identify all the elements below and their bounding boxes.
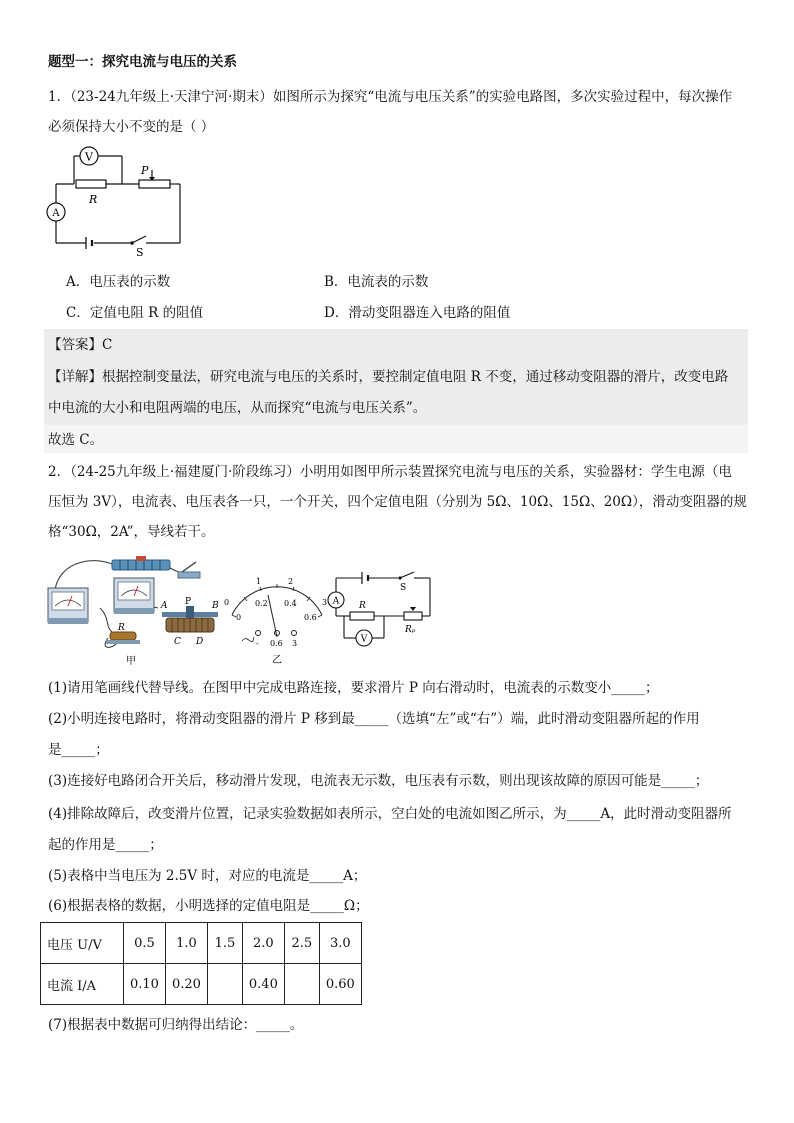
table-cell: 0.40 bbox=[242, 964, 284, 1005]
q2-terminal-3-label: 3 bbox=[292, 639, 298, 648]
q1-ammeter-label: A bbox=[52, 208, 60, 219]
q1-option-a[interactable]: A．电压表的示数 bbox=[66, 274, 171, 290]
q2-stem-line3: 格“30Ω，2A”，导线若干。 bbox=[48, 524, 215, 540]
q2-power-source bbox=[112, 560, 170, 570]
q2-dial-arc bbox=[232, 587, 322, 615]
q2-circuit-switch bbox=[400, 572, 414, 578]
section-title: 题型一：探究电流与电压的关系 bbox=[48, 54, 237, 70]
q2-circuit-diagram bbox=[322, 568, 436, 654]
q2-sub7: (7)根据表中数据可归纳得出结论：_____。 bbox=[48, 1017, 304, 1033]
table-cell: 3.0 bbox=[319, 923, 361, 964]
q1-resistor-symbol bbox=[76, 180, 106, 188]
q1-switch-lever bbox=[132, 236, 146, 243]
q2-terminal-06-label: 0.6 bbox=[270, 639, 283, 648]
q2-circuit-rp: Rₚ bbox=[405, 625, 416, 635]
q2-figure-jia bbox=[40, 548, 225, 668]
q2-switch bbox=[178, 572, 200, 578]
q2-terminal-d: D bbox=[196, 637, 204, 647]
q2-wire-1 bbox=[55, 561, 115, 590]
q2-stem-line1: 2．（24-25九年级上·福建厦门·阶段练习）小明用如图甲所示装置探究电流与电压的关系，实验器材：学生电源（电 bbox=[48, 464, 732, 480]
q1-answer: 【答案】C bbox=[48, 337, 113, 353]
q2-scale-top-1: 1 bbox=[256, 577, 262, 586]
q2-scale-0-4: 0.4 bbox=[284, 599, 297, 608]
q1-resistor-label: R bbox=[89, 193, 98, 206]
q1-option-d[interactable]: D．滑动变阻器连入电路的阻值 bbox=[324, 305, 511, 321]
table-row bbox=[41, 923, 362, 964]
q2-figure-yi bbox=[222, 575, 332, 667]
q1-switch-label: S bbox=[136, 246, 144, 259]
q2-scale-0-6: 0.6 bbox=[304, 613, 317, 622]
table-cell: 2.0 bbox=[242, 923, 284, 964]
q2-sub4-line1: (4)排除故障后，改变滑片位置，记录实验数据如表所示，空白处的电流如图乙所示，为_____A，此时滑动变阻器所 bbox=[48, 806, 732, 822]
q2-circuit-rheostat bbox=[404, 612, 422, 620]
q2-terminal-3 bbox=[292, 631, 297, 636]
q2-sub5: (5)表格中当电压为 2.5V 时，对应的电流是_____A； bbox=[48, 868, 367, 884]
q2-stem-line2: 压恒为 3V），电流表、电压表各一只，一个开关，四个定值电阻（分别为 5Ω、10Ω、15Ω、20Ω），滑动变阻器的规 bbox=[48, 494, 747, 510]
q1-option-b[interactable]: B．电流表的示数 bbox=[324, 274, 429, 290]
q2-data-table bbox=[40, 922, 362, 1005]
table-row-label-voltage: 电压 U/V bbox=[41, 923, 124, 964]
table-cell-blank[interactable] bbox=[284, 964, 319, 1005]
q2-resistor-label: R bbox=[118, 623, 125, 633]
q2-terminal-a: A bbox=[161, 601, 168, 611]
table-cell: 0.5 bbox=[124, 923, 166, 964]
q2-sub2-line1: (2)小明连接电路时，将滑动变阻器的滑片 P 移到最_____（选填“左”或“右”）端，此时滑动变阻器所起的作用 bbox=[48, 711, 700, 727]
q2-scale-top-2: 2 bbox=[288, 577, 294, 586]
q2-scale-0: 0 bbox=[236, 613, 242, 622]
q1-circuit-diagram bbox=[44, 140, 194, 260]
q1-slider-label: P bbox=[141, 164, 149, 177]
q2-figure-yi-caption: 乙 bbox=[272, 655, 282, 666]
q2-sub1: (1)请用笔画线代替导线。在图甲中完成电路连接，要求滑片 P 向右滑动时，电流表的示数变小_____； bbox=[48, 680, 659, 696]
q2-circuit-v: V bbox=[360, 634, 368, 645]
q1-detail-line2: 中电流的大小和电阻两端的电压，从而探究“电流与电压关系”。 bbox=[48, 400, 427, 416]
q2-scale-top-0: 0 bbox=[224, 598, 230, 607]
q1-stem-line1: 1．（23-24九年级上·天津宁河·期末）如图所示为探究“电流与电压关系”的实验电路图，多次实验过程中，每次操作 bbox=[48, 89, 733, 105]
table-cell: 1.0 bbox=[165, 923, 207, 964]
q2-sub4-line2: 起的作用是_____； bbox=[48, 837, 163, 853]
q1-conclusion: 故选 C。 bbox=[48, 432, 104, 448]
q2-sub3: (3)连接好电路闭合开关后，移动滑片发现，电流表无示数，电压表有示数，则出现该故障的原因可能是_____； bbox=[48, 773, 709, 789]
q2-circuit-resistor bbox=[350, 612, 374, 620]
q2-slider-label: P bbox=[185, 597, 192, 607]
table-cell: 1.5 bbox=[207, 923, 242, 964]
q1-stem-line2: 必须保持大小不变的是（ ） bbox=[48, 119, 215, 135]
q2-sub6: (6)根据表格的数据，小明选择的定值电阻是_____Ω； bbox=[48, 898, 369, 914]
table-cell-blank[interactable] bbox=[207, 964, 242, 1005]
q2-scale-top-3: 3 bbox=[322, 598, 328, 607]
q1-option-c[interactable]: C．定值电阻 R 的阻值 bbox=[66, 305, 204, 321]
table-row bbox=[41, 964, 362, 1005]
q2-sub2-line2: 是_____； bbox=[48, 742, 109, 758]
q1-rheostat-symbol bbox=[139, 180, 170, 188]
table-cell: 0.20 bbox=[165, 964, 207, 1005]
table-cell: 2.5 bbox=[284, 923, 319, 964]
table-row-label-current: 电流 I/A bbox=[41, 964, 124, 1005]
q2-resistor bbox=[110, 632, 136, 640]
q2-terminal-c: C bbox=[174, 637, 181, 647]
q2-circuit-a: A bbox=[332, 596, 340, 607]
q2-circuit-r: R bbox=[359, 601, 366, 611]
q2-terminal-b: B bbox=[212, 601, 219, 611]
q1-voltmeter-label: V bbox=[85, 150, 93, 164]
q2-scale-0-2: 0.2 bbox=[255, 599, 268, 608]
table-cell: 0.60 bbox=[319, 964, 361, 1005]
q2-figure-jia-caption: 甲 bbox=[126, 656, 136, 667]
q2-terminal-neg-label: - bbox=[256, 639, 259, 648]
q2-circuit-s: S bbox=[400, 583, 407, 593]
q1-detail-line1: 【详解】根据控制变量法，研究电流与电压的关系时，要控制定值电阻 R 不变，通过移动变阻器的滑片，改变电路 bbox=[48, 369, 729, 385]
q2-terminal-neg bbox=[256, 631, 261, 636]
table-cell: 0.10 bbox=[124, 964, 166, 1005]
